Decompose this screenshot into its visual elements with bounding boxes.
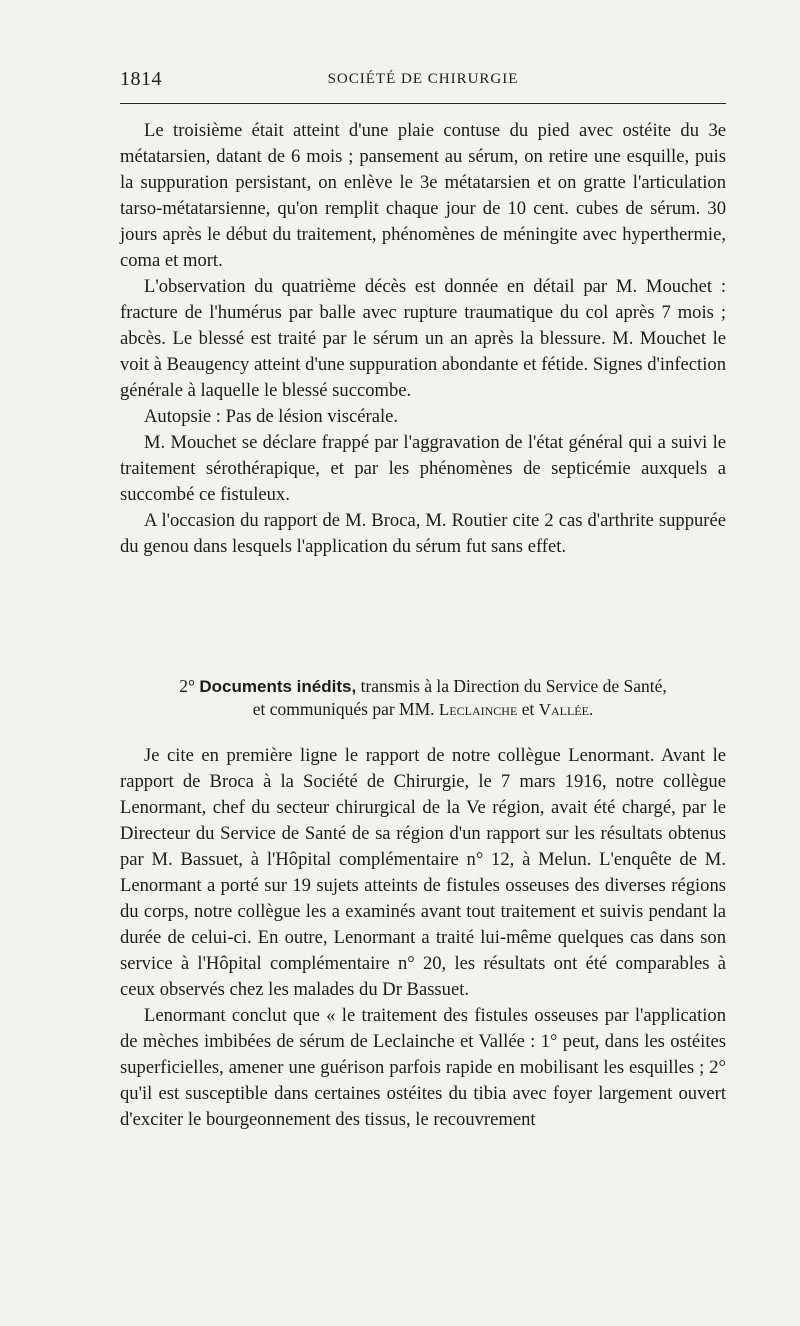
running-head: SOCIÉTÉ DE CHIRURGIE bbox=[327, 71, 519, 87]
paragraph: Autopsie : Pas de lésion viscérale. bbox=[144, 406, 399, 427]
section-credit-prefix: et communiqués par MM. bbox=[252, 699, 435, 719]
paragraph: Le troisième était atteint d'une plaie contuse du pied avec ostéite du 3e métatarsien, datant de 6 mois ; pansement au sérum, on retire une esquille, puis la suppuration persistant, on enlève le 3e métatarsien et on gratte l'articulation tarso-métatarsienne, qu'on remplit chaque jour de 10 cent. cubes de sérum. 30 jours après le début du traitement, phénomènes de méningite avec hyperthermie, coma et mort. bbox=[120, 120, 726, 271]
section-heading-line-1 bbox=[120, 675, 726, 698]
section-title: Documents inédits, bbox=[199, 677, 357, 696]
page-number: 1814 bbox=[120, 68, 162, 90]
header-rule bbox=[120, 103, 726, 104]
section-conjunction: et bbox=[521, 699, 535, 719]
page-header bbox=[120, 68, 726, 92]
author-name: Vallée. bbox=[538, 700, 594, 719]
section-heading-line-2 bbox=[120, 698, 726, 721]
body-text-bottom bbox=[120, 743, 726, 1133]
author-name: Leclainche bbox=[438, 700, 518, 719]
section-number: 2° bbox=[179, 676, 196, 696]
section-subtitle: transmis à la Direction du Service de Santé, bbox=[360, 676, 667, 696]
section-heading bbox=[120, 675, 726, 721]
body-text-top bbox=[120, 118, 726, 560]
paragraph: Lenormant conclut que « le traitement des fistules osseuses par l'application de mèches imbibées de sérum de Leclainche et Vallée : 1° peut, dans les ostéites superficielles, amener une guérison parfois rapide en mobilisant les esquilles ; 2° qu'il est susceptible dans certaines ostéites du tibia avec foyer largement ouvert d'exciter le bourgeonnement des tissus, le recouvrement bbox=[120, 1005, 726, 1130]
paragraph: Je cite en première ligne le rapport de notre collègue Lenormant. Avant le rapport de Broca à la Société de Chirurgie, le 7 mars 1916, notre collègue Lenormant, chef du secteur chirurgical de la Ve région, avait été chargé, par le Directeur du Service de Santé de sa région d'un rapport sur les résultats obtenus par M. Bassuet, à l'Hôpital complémentaire n° 12, à Melun. L'enquête de M. Lenormant a porté sur 19 sujets atteints de fistules osseuses des diverses régions du corps, notre collègue les a examinés avant tout traitement et suivis pendant la durée de celui-ci. En outre, Lenormant a traité lui-même quelques cas dans son service à l'Hôpital complémentaire n° 20, les résultats ont été comparables à ceux observés chez les malades du Dr Bassuet. bbox=[120, 745, 726, 1000]
paragraph: M. Mouchet se déclare frappé par l'aggravation de l'état général qui a suivi le traitement sérothérapique, et par les phénomènes de septicémie auxquels a succombé ce fistuleux. bbox=[120, 432, 726, 505]
paragraph: L'observation du quatrième décès est donnée en détail par M. Mouchet : fracture de l'humérus par balle avec rupture traumatique du col après 7 mois ; abcès. Le blessé est traité par le sérum un an après la blessure. M. Mouchet le voit à Beaugency atteint d'une suppuration abondante et fétide. Signes d'infection générale à laquelle le blessé succombe. bbox=[120, 276, 726, 401]
paragraph: A l'occasion du rapport de M. Broca, M. Routier cite 2 cas d'arthrite suppurée du genou dans lesquels l'application du sérum fut sans effet. bbox=[120, 510, 726, 557]
